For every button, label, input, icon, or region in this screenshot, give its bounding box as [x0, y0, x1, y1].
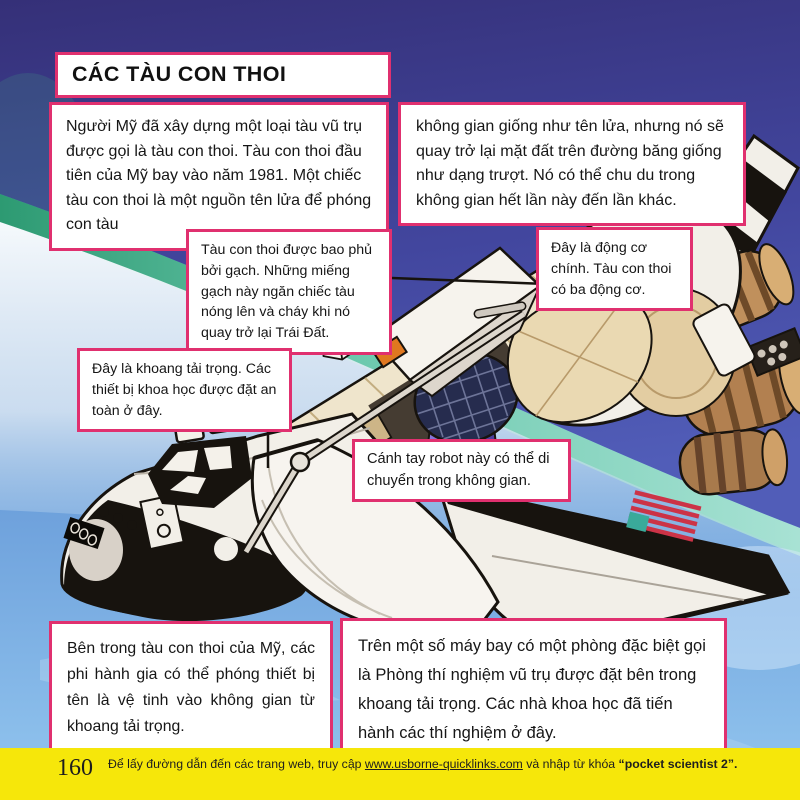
page-number: 160 [57, 755, 93, 781]
paragraph-satellites-text: Bên trong tàu con thoi của Mỹ, các phi hành gia có thể phóng thiết bị tên là vệ tinh vào không gian từ khoang tải trọng. [67, 640, 315, 735]
quicklinks-url[interactable]: www.usborne-quicklinks.com [364, 757, 523, 771]
paragraph-spacelab-text: Trên một số máy bay có một phòng đặc biệt gọi là Phòng thí nghiệm vũ trụ được đặt bên trong khoang tải trọng. Các nhà khoa học đã tiến hành các thí nghiệm ở đây. [358, 637, 706, 742]
footer-note [108, 757, 737, 771]
footer-prefix: Để lấy đường dẫn đến các trang web, truy cập [108, 757, 365, 771]
callout-payload-bay [77, 348, 292, 432]
callout-main-engines-text: Đây là động cơ chính. Tàu con thoi có ba động cơ. [551, 240, 672, 298]
footer-middle: và nhập từ khóa [522, 757, 619, 771]
intro-right-text: không gian giống như tên lửa, nhưng nó sẽ quay trở lại mặt đất trên đường băng giống như dạng trượt. Nó có thể chu du trong không gian hết lần này đến lần khác. [416, 118, 724, 209]
callout-payload-bay-text: Đây là khoang tải trọng. Các thiết bị khoa học được đặt an toàn ở đây. [92, 361, 277, 419]
footer-bar [0, 748, 800, 800]
footer-keyword: “pocket scientist 2”. [618, 757, 738, 771]
callout-robot-arm [352, 439, 571, 502]
callout-heat-tiles-text: Tàu con thoi được bao phủ bởi gạch. Những miếng gạch này ngăn chiếc tàu nóng lên và cháy khi nó quay trở lại Trái Đất. [201, 242, 373, 342]
porthole-window [214, 537, 238, 561]
page-title-text: CÁC TÀU CON THOI [72, 62, 287, 86]
page-title [55, 52, 391, 98]
callout-main-engines [536, 227, 693, 311]
intro-left-text: Người Mỹ đã xây dựng một loại tàu vũ trụ được gọi là tàu con thoi. Tàu con thoi đầu tiên của Mỹ bay vào năm 1981. Một chiếc tàu con thoi là một nguồn tên lửa để phóng con tàu [66, 118, 372, 233]
intro-paragraph-right [398, 102, 746, 226]
callout-heat-tiles [186, 229, 392, 355]
callout-robot-arm-text: Cánh tay robot này có thể di chuyển trong không gian. [367, 451, 550, 489]
paragraph-spacelab [340, 618, 727, 762]
paragraph-satellites [49, 621, 333, 755]
